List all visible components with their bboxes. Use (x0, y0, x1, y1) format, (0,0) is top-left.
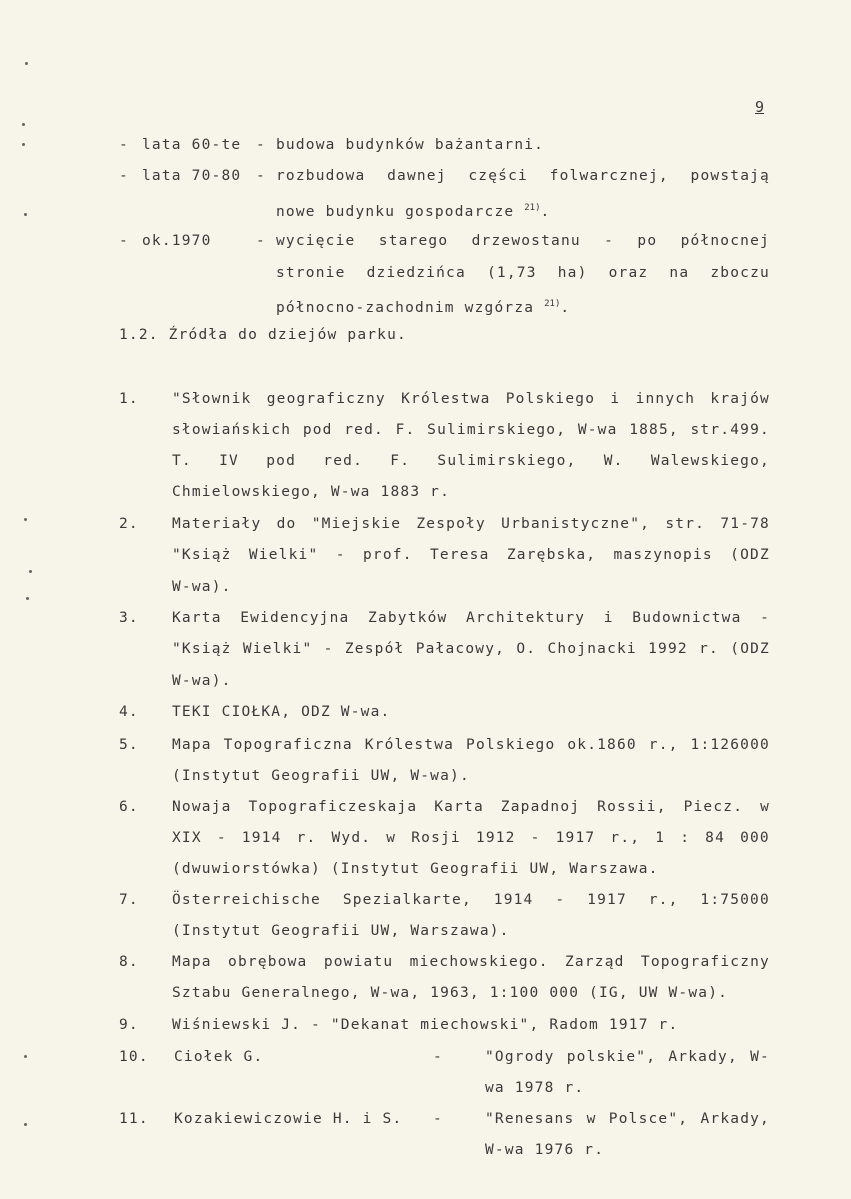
footnote-ref: 21) (544, 299, 561, 309)
source-text-line: Nowaja Topograficzeskaja Karta Zapadnoj Rossii, Piecz. w (172, 799, 770, 815)
chronology-text-line: nowe budynku gospodarcze $^{21)}$. (276, 203, 551, 220)
chronology-separator: - (256, 137, 266, 153)
source-text-line: "Książ Wielki" - prof. Teresa Zarębska, maszynopis (ODZ (172, 547, 770, 563)
scan-speck (24, 1055, 27, 1058)
source-text-line: "Książ Wielki" - Zespół Pałacowy, O. Chojnacki 1992 r. (ODZ (172, 641, 770, 657)
source-number: 9. (119, 1017, 139, 1033)
source-text-line: Materiały do "Miejskie Zespoły Urbanistyczne", str. 71-78 (172, 516, 770, 532)
source-text-line: (Instytut Geografii UW, Warszawa). (172, 923, 510, 939)
chronology-text-line: budowa budynków bażantarni. (276, 137, 545, 153)
scan-speck (26, 597, 29, 600)
source-number: 2. (119, 516, 139, 532)
source-number: 1. (119, 391, 139, 407)
source-number: 5. (119, 737, 139, 753)
chronology-separator: - (256, 168, 266, 184)
source-number: 7. (119, 892, 139, 908)
source-text-line: Chmielowskiego, W-wa 1883 r. (172, 484, 451, 500)
scan-speck (24, 1123, 27, 1126)
source-number: 10. (119, 1049, 149, 1065)
chronology-text-line: rozbudowa dawnej części folwarcznej, powstają (276, 168, 770, 184)
source-text-line: Mapa obrębowa powiatu miechowskiego. Zarząd Topograficzny (172, 954, 770, 970)
source-separator: - (433, 1049, 443, 1065)
page-number: 9 (755, 98, 765, 116)
source-text-line: Karta Ewidencyjna Zabytków Architektury i Budownictwa - (172, 610, 770, 626)
scan-speck (22, 143, 25, 146)
chronology-text-line: stronie dziedzińca (1,73 ha) oraz na zboczu (276, 265, 770, 281)
chronology-text-line: wycięcie starego drzewostanu - po północnej (276, 233, 770, 249)
source-text-line: Österreichische Spezialkarte, 1914 - 1917 r., 1:75000 (172, 892, 770, 908)
source-separator: - (433, 1111, 443, 1127)
source-number: 6. (119, 799, 139, 815)
source-text-line: "Renesans w Polsce", Arkady, (485, 1111, 770, 1127)
source-number: 8. (119, 954, 139, 970)
source-text-line: XIX - 1914 r. Wyd. w Rosji 1912 - 1917 r., 1 : 84 000 (172, 830, 770, 846)
scan-speck (22, 123, 25, 126)
source-text-line: Wiśniewski J. - "Dekanat miechowski", Radom 1917 r. (172, 1017, 679, 1033)
source-text-line: wa 1978 r. (485, 1080, 585, 1096)
scan-speck (24, 518, 27, 521)
source-number: 11. (119, 1111, 149, 1127)
source-author: Kozakiewiczowie H. i S. (174, 1111, 403, 1127)
chronology-period: ok.1970 (142, 233, 212, 249)
source-text-line: słowiańskich pod red. F. Sulimirskiego, W-wa 1885, str.499. (172, 422, 770, 438)
source-text-line: (dwuwiorstówka) (Instytut Geografii UW, Warszawa. (172, 861, 659, 877)
source-text-line: (Instytut Geografii UW, W-wa). (172, 768, 470, 784)
source-text-line: TEKI CIOŁKA, ODZ W-wa. (172, 704, 391, 720)
scan-speck (25, 62, 28, 65)
chronology-text-line: północno-zachodnim wzgórza $^{21)}$. (276, 299, 571, 316)
source-text-line: Mapa Topograficzna Królestwa Polskiego ok.1860 r., 1:126000 (172, 737, 770, 753)
source-author: Ciołek G. (174, 1049, 264, 1065)
source-number: 3. (119, 610, 139, 626)
source-text-line: "Słownik geograficzny Królestwa Polskiego i innych krajów (172, 391, 770, 407)
source-text-line: "Ogrody polskie", Arkady, W- (485, 1049, 770, 1065)
chronology-separator: - (256, 233, 266, 249)
source-text-line: W-wa). (172, 579, 232, 595)
scan-speck (29, 570, 32, 573)
chronology-dash: - (119, 233, 129, 249)
chronology-period: lata 60-te (142, 137, 242, 153)
source-text-line: Sztabu Generalnego, W-wa, 1963, 1:100 000 (IG, UW W-wa). (172, 985, 729, 1001)
source-text-line: W-wa). (172, 673, 232, 689)
chronology-period: lata 70-80 (142, 168, 242, 184)
chronology-dash: - (119, 168, 129, 184)
chronology-dash: - (119, 137, 129, 153)
section-heading: 1.2. Źródła do dziejów parku. (119, 327, 407, 343)
source-text-line: T. IV pod red. F. Sulimirskiego, W. Walewskiego, (172, 453, 770, 469)
source-text-line: W-wa 1976 r. (485, 1142, 605, 1158)
scan-speck (24, 213, 27, 216)
source-number: 4. (119, 704, 139, 720)
footnote-ref: 21) (524, 203, 541, 213)
